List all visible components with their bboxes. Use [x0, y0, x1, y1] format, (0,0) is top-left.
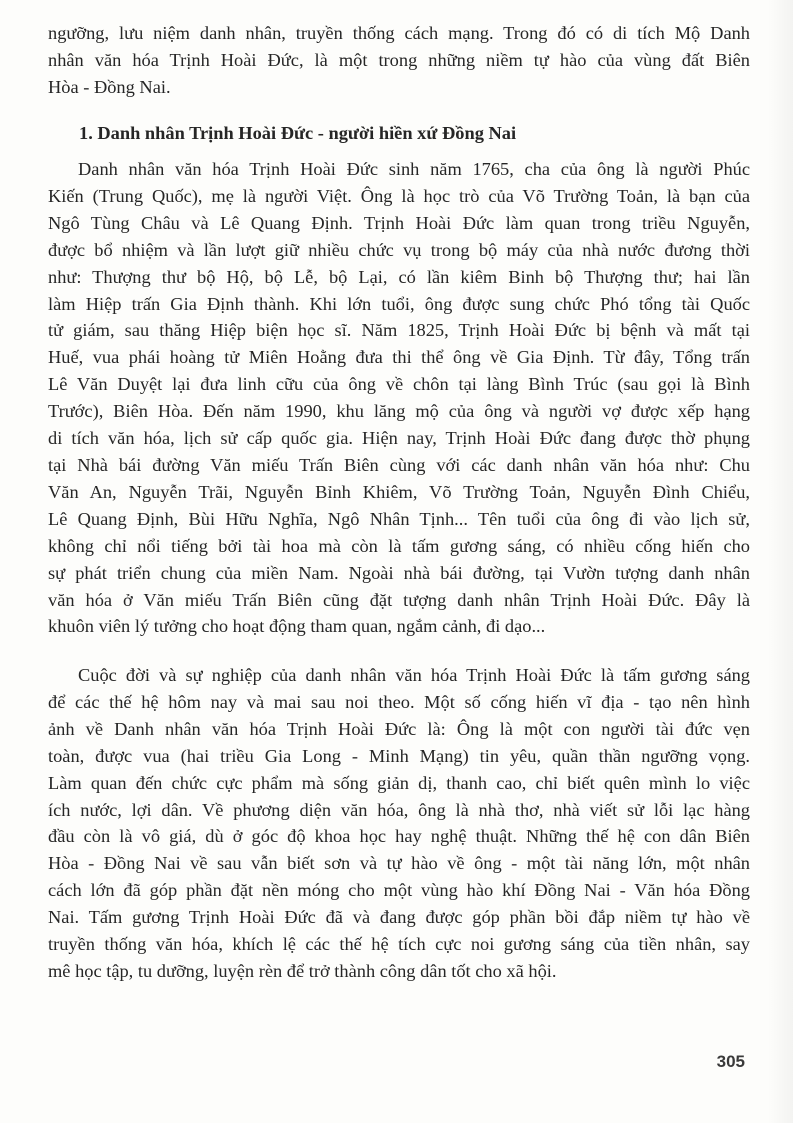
text-line: ngưỡng, lưu niệm danh nhân, truyền thống cách mạng. Trong đó có di tích Mộ Danh: [48, 23, 750, 43]
text-line: toàn, được vua (hai triều Gia Long - Minh Mạng) tin yêu, quần thần ngưỡng vọng.: [48, 745, 750, 766]
text-line: cách lớn đã góp phần đặt nền móng cho một vùng hào khí Đồng Nai - Văn hóa Đồng: [48, 880, 750, 901]
text-line: không chỉ nổi tiếng bởi tài hoa mà còn là tấm gương sáng, có nhiều cống hiến cho: [48, 535, 750, 556]
text-line: truyền thống văn hóa, khích lệ các thế hệ tích cực noi gương sáng của tiền nhân, say: [48, 934, 750, 955]
text-line: di tích văn hóa, lịch sử cấp quốc gia. Hiện nay, Trịnh Hoài Đức đang được thờ phụng: [48, 428, 750, 449]
text-line: ảnh về Danh nhân văn hóa Trịnh Hoài Đức là: Ông là một con người tài đức vẹn: [48, 718, 750, 739]
text-line: như: Thượng thư bộ Hộ, bộ Lễ, bộ Lại, có lần kiêm Binh bộ Thượng thư; hai lần: [48, 266, 750, 287]
text-line: để các thế hệ hôm nay và mai sau noi theo. Một số cống hiến vĩ địa - tạo nên hình: [48, 691, 750, 712]
intro-paragraph: [48, 20, 750, 101]
text-line: Kiến (Trung Quốc), mẹ là người Việt. Ông là học trò của Võ Trường Toản, là bạn của: [48, 185, 750, 206]
text-line: mê học tập, tu dưỡng, luyện rèn để trở thành công dân tốt cho xã hội.: [48, 960, 557, 981]
biography-paragraph: [48, 156, 750, 640]
text-line: được bổ nhiệm và lần lượt giữ nhiều chức vụ trong bộ máy của nhà nước đương thời: [48, 239, 750, 260]
legacy-paragraph: [48, 662, 750, 985]
text-line: Văn An, Nguyễn Trãi, Nguyễn Bỉnh Khiêm, Võ Trường Toản, Nguyễn Đình Chiểu,: [48, 481, 750, 502]
text-line: sự phát triển chung của miền Nam. Ngoài nhà bái đường, tại Vườn tượng danh nhân: [48, 562, 750, 583]
text-line: Nai. Tấm gương Trịnh Hoài Đức đã và đang được góp phần bồi đắp niềm tự hào về: [48, 907, 750, 928]
text-line: Ngô Tùng Châu và Lê Quang Định. Trịnh Hoài Đức làm quan trong triều Nguyễn,: [48, 212, 750, 233]
text-line: Trước), Biên Hòa. Đến năm 1990, khu lăng mộ của ông và người vợ được xếp hạng: [48, 401, 750, 422]
text-line: Làm quan đến chức cực phẩm mà sống giản dị, thanh cao, chỉ biết quên mình lo việc: [48, 772, 750, 793]
text-line: Lê Văn Duyệt lại đưa linh cữu của ông về chôn tại làng Bình Trúc (sau gọi là Bình: [48, 374, 750, 395]
page-number: 305: [716, 1052, 745, 1071]
text-line: nhân văn hóa Trịnh Hoài Đức, là một trong những niềm tự hào của vùng đất Biên: [48, 49, 750, 70]
text-line: Danh nhân văn hóa Trịnh Hoài Đức sinh năm 1765, cha của ông là người Phúc: [78, 159, 750, 179]
text-line: làm Hiệp trấn Gia Định thành. Khi lớn tuổi, ông được sung chức Phó tổng tài Quốc: [48, 293, 750, 314]
text-line: tử giám, sau thăng Hiệp biện học sĩ. Năm 1825, Trịnh Hoài Đức bị bệnh và mất tại: [48, 320, 750, 341]
text-line: Hòa - Đồng Nai về sau vẫn biết sơn và tự hào về ông - một tài năng lớn, một nhân: [48, 853, 750, 874]
section-heading: 1. Danh nhân Trịnh Hoài Đức - người hiền xứ Đồng Nai: [79, 123, 517, 143]
page-edge-shadow: [767, 0, 793, 1123]
text-line: khuôn viên lý tưởng cho hoạt động tham quan, ngắm cảnh, đi dạo...: [48, 616, 546, 637]
text-line: Lê Quang Định, Bùi Hữu Nghĩa, Ngô Nhân Tịnh... Tên tuổi của ông đi vào lịch sử,: [48, 508, 750, 529]
text-line: văn hóa ở Văn miếu Trấn Biên cũng đặt tượng danh nhân Trịnh Hoài Đức. Đây là: [48, 589, 750, 610]
text-line: Hòa - Đồng Nai.: [48, 76, 171, 97]
text-line: Huế, vua phái hoàng tử Miên Hoằng đưa thi thể ông về Gia Định. Từ đây, Tổng trấn: [48, 347, 750, 368]
text-line: ích nước, lợi dân. Về phương diện văn hóa, ông là nhà thơ, nhà viết sử lỗi lạc hàng: [48, 799, 750, 820]
text-line: Cuộc đời và sự nghiệp của danh nhân văn hóa Trịnh Hoài Đức là tấm gương sáng: [78, 665, 750, 685]
text-line: tại Nhà bái đường Văn miếu Trấn Biên cùng với các danh nhân văn hóa như: Chu: [48, 454, 750, 475]
text-line: đầu còn là vô giá, dù ở góc độ khoa học hay nghệ thuật. Những thế hệ con dân Biên: [48, 826, 750, 847]
